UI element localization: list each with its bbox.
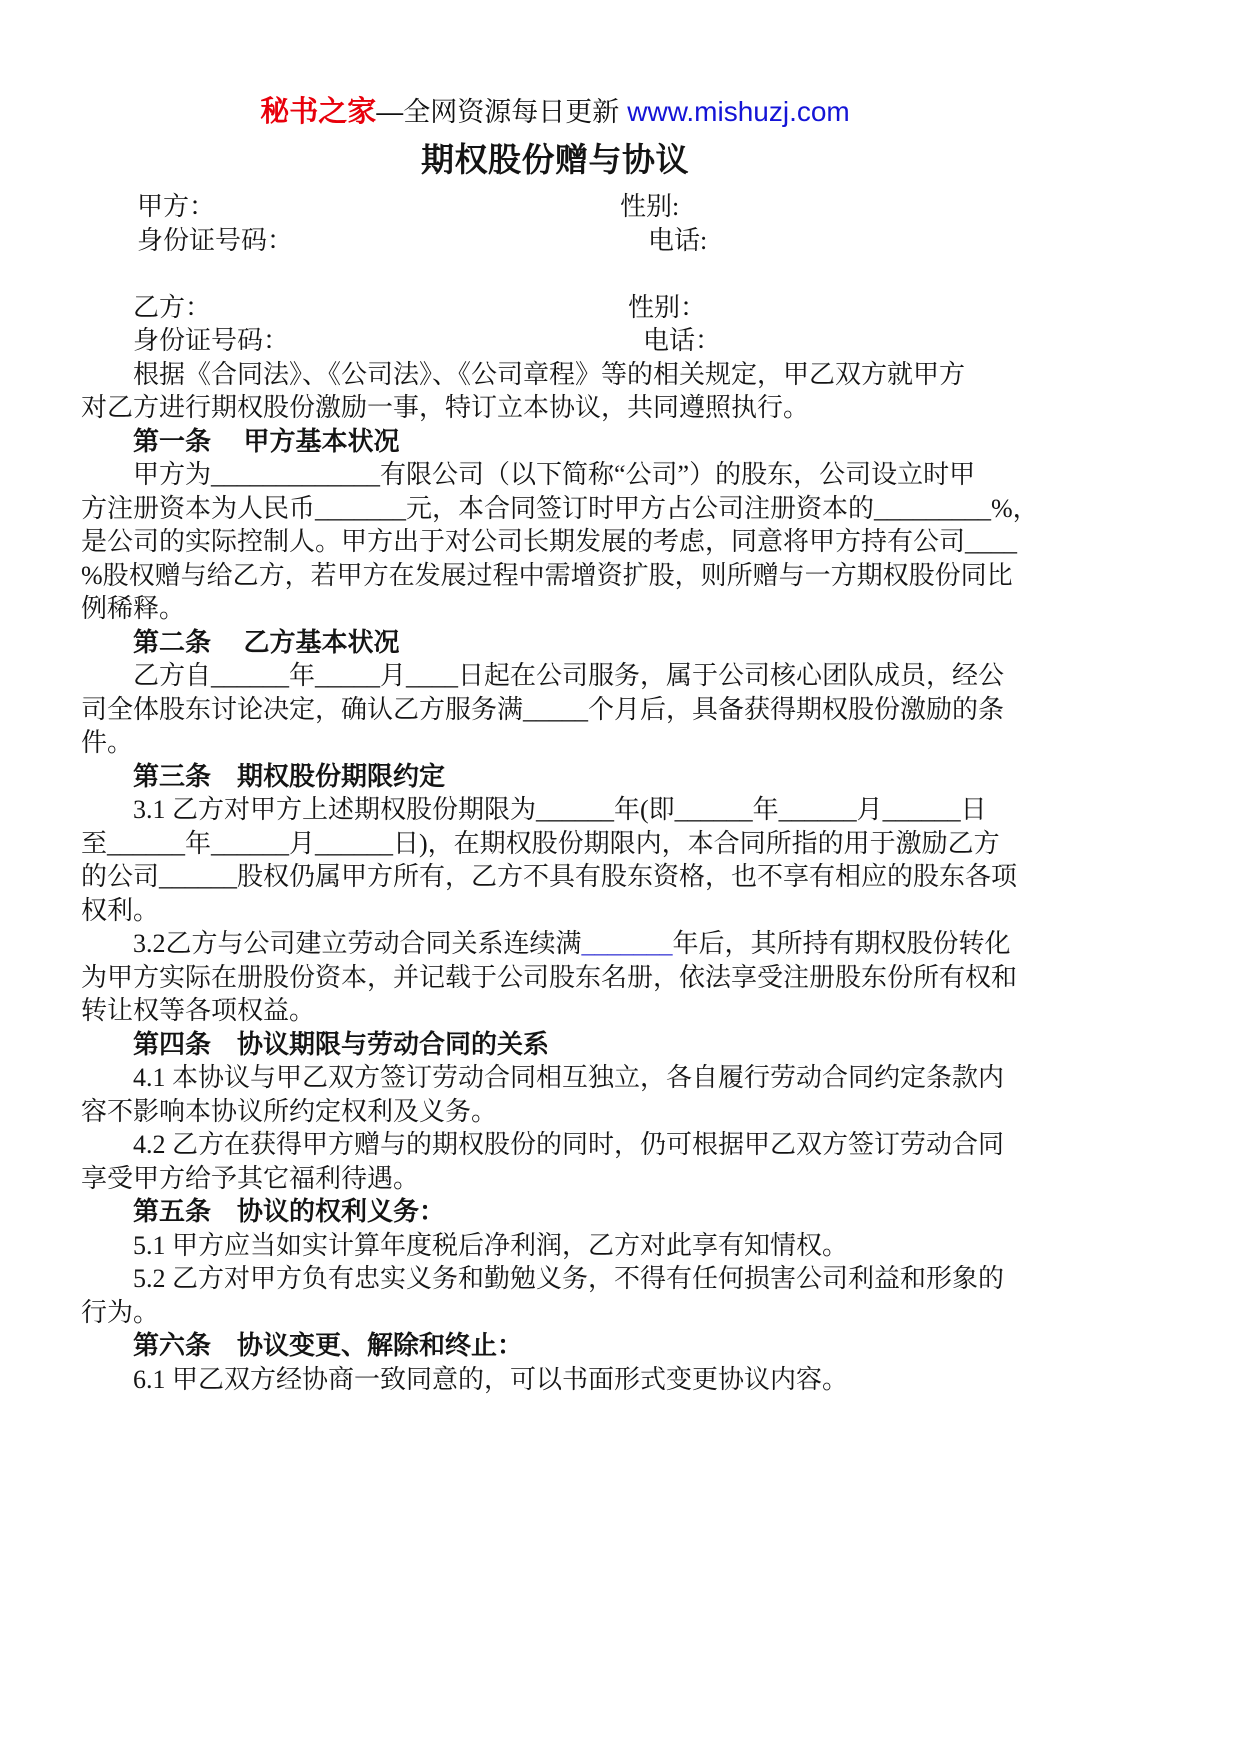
article-heading: 第五条 协议的权利义务： <box>133 1197 446 1226</box>
document-title: 期权股份赠与协议 <box>421 141 689 178</box>
article-text-line: 6.1 甲乙双方经协商一致同意的，可以书面形式变更协议内容。 <box>133 1364 849 1394</box>
article-text-line: 件。 <box>81 728 134 757</box>
preamble-line: 对乙方进行期权股份激励一事，特订立本协议，共同遵照执行。 <box>81 393 810 422</box>
party-a-name-row <box>0 190 1240 224</box>
document-body <box>0 190 1240 1396</box>
party-a-phone-label: 电话: <box>648 225 708 255</box>
article-text-line: 5.2 乙方对甲方负有忠实义务和勤勉义务，不得有任何损害公司利益和形象的 <box>133 1264 1005 1293</box>
party-a-gender-label: 性别: <box>620 192 680 221</box>
article-text-line <box>0 927 1240 961</box>
article-heading: 第四条 协议期限与劳动合同的关系 <box>133 1029 550 1059</box>
line-text-before-blank: 3.2乙方与公司建立劳动合同关系连续满 <box>133 929 582 958</box>
party-a-id-row <box>0 224 1240 258</box>
article-text-line: 容不影响本协议所约定权利及义务。 <box>81 1096 498 1126</box>
article-text-line: 乙方自______年_____月____日起在公司服务，属于公司核心团队成员，经公 <box>133 661 1005 690</box>
preamble-line: 根据《合同法》、《公司法》、《公司章程》等的相关规定，甲乙双方就甲方 <box>133 359 966 389</box>
party-b-id-label: 身份证号码： <box>133 326 290 355</box>
party-b-name-row <box>0 291 1240 325</box>
article-text-line: 享受甲方给予其它福利待遇。 <box>81 1163 420 1193</box>
line-text-after-blank: 年后，其所持有期权股份转化 <box>672 929 1011 958</box>
article-text-line: 甲方为_____________有限公司（以下简称“公司”）的股东，公司设立时甲 <box>133 460 976 489</box>
party-b-label: 乙方： <box>133 292 212 322</box>
article-text-line: %股权赠与给乙方，若甲方在发展过程中需增资扩股，则所赠与一方期权股份同比 <box>81 560 1013 590</box>
article-text-line: 3.1 乙方对甲方上述期权股份期限为______年(即______年______月______日 <box>133 795 987 824</box>
article-text-line: 司全体股东讨论决定，确认乙方服务满_____个月后，具备获得期权股份激励的条 <box>81 694 1005 724</box>
article-text-line: 例稀释。 <box>81 594 186 623</box>
article-text-line: 转让权等各项权益。 <box>81 996 316 1025</box>
article-text-line: 4.2 乙方在获得甲方赠与的期权股份的同时，仍可根据甲乙双方签订劳动合同 <box>133 1130 1005 1159</box>
article-text-line: 的公司______股权仍属甲方所有，乙方不具有股东资格，也不享有相应的股东各项 <box>81 862 1018 891</box>
article-text-line: 5.1 甲方应当如实计算年度税后净利润，乙方对此享有知情权。 <box>133 1230 849 1260</box>
party-b-phone-label: 电话： <box>643 326 722 355</box>
site-brand: 秘书之家 <box>260 96 377 128</box>
article-text-line: 方注册资本为人民币_______元，本合同签订时甲方占公司注册资本的_________%， <box>81 493 1039 523</box>
site-header <box>81 92 1029 132</box>
article-heading: 第一条 甲方基本状况 <box>133 426 400 456</box>
party-a-id-label: 身份证号码： <box>137 225 294 255</box>
article-text-line: 行为。 <box>81 1297 160 1327</box>
article-heading: 第六条 协议变更、解除和终止： <box>133 1331 524 1360</box>
article-text-line: 是公司的实际控制人。甲方出于对公司长期发展的考虑，同意将甲方持有公司____ <box>81 527 1018 556</box>
site-tagline: —全网资源每日更新 <box>376 97 620 127</box>
article-text-line: 至______年______月______日)，在期权股份期限内，本合同所指的用于激励乙方 <box>81 828 1000 858</box>
article-heading: 第二条 乙方基本状况 <box>133 627 400 657</box>
article-heading: 第三条 期权股份期限约定 <box>133 761 446 791</box>
party-a-label: 甲方： <box>137 192 216 221</box>
site-url-link[interactable]: www.mishuzj.com <box>627 96 850 127</box>
article-text-line: 4.1 本协议与甲乙双方签订劳动合同相互独立，各自履行劳动合同约定条款内 <box>133 1063 1005 1092</box>
fill-in-blank: _______ <box>581 929 673 958</box>
article-text-line: 权利。 <box>81 895 160 925</box>
spacer-line <box>0 257 1240 291</box>
party-b-gender-label: 性别： <box>628 292 707 322</box>
article-text-line: 为甲方实际在册股份资本，并记载于公司股东名册，依法享受注册股东份所有权和 <box>81 962 1018 992</box>
party-b-id-row <box>0 324 1240 358</box>
